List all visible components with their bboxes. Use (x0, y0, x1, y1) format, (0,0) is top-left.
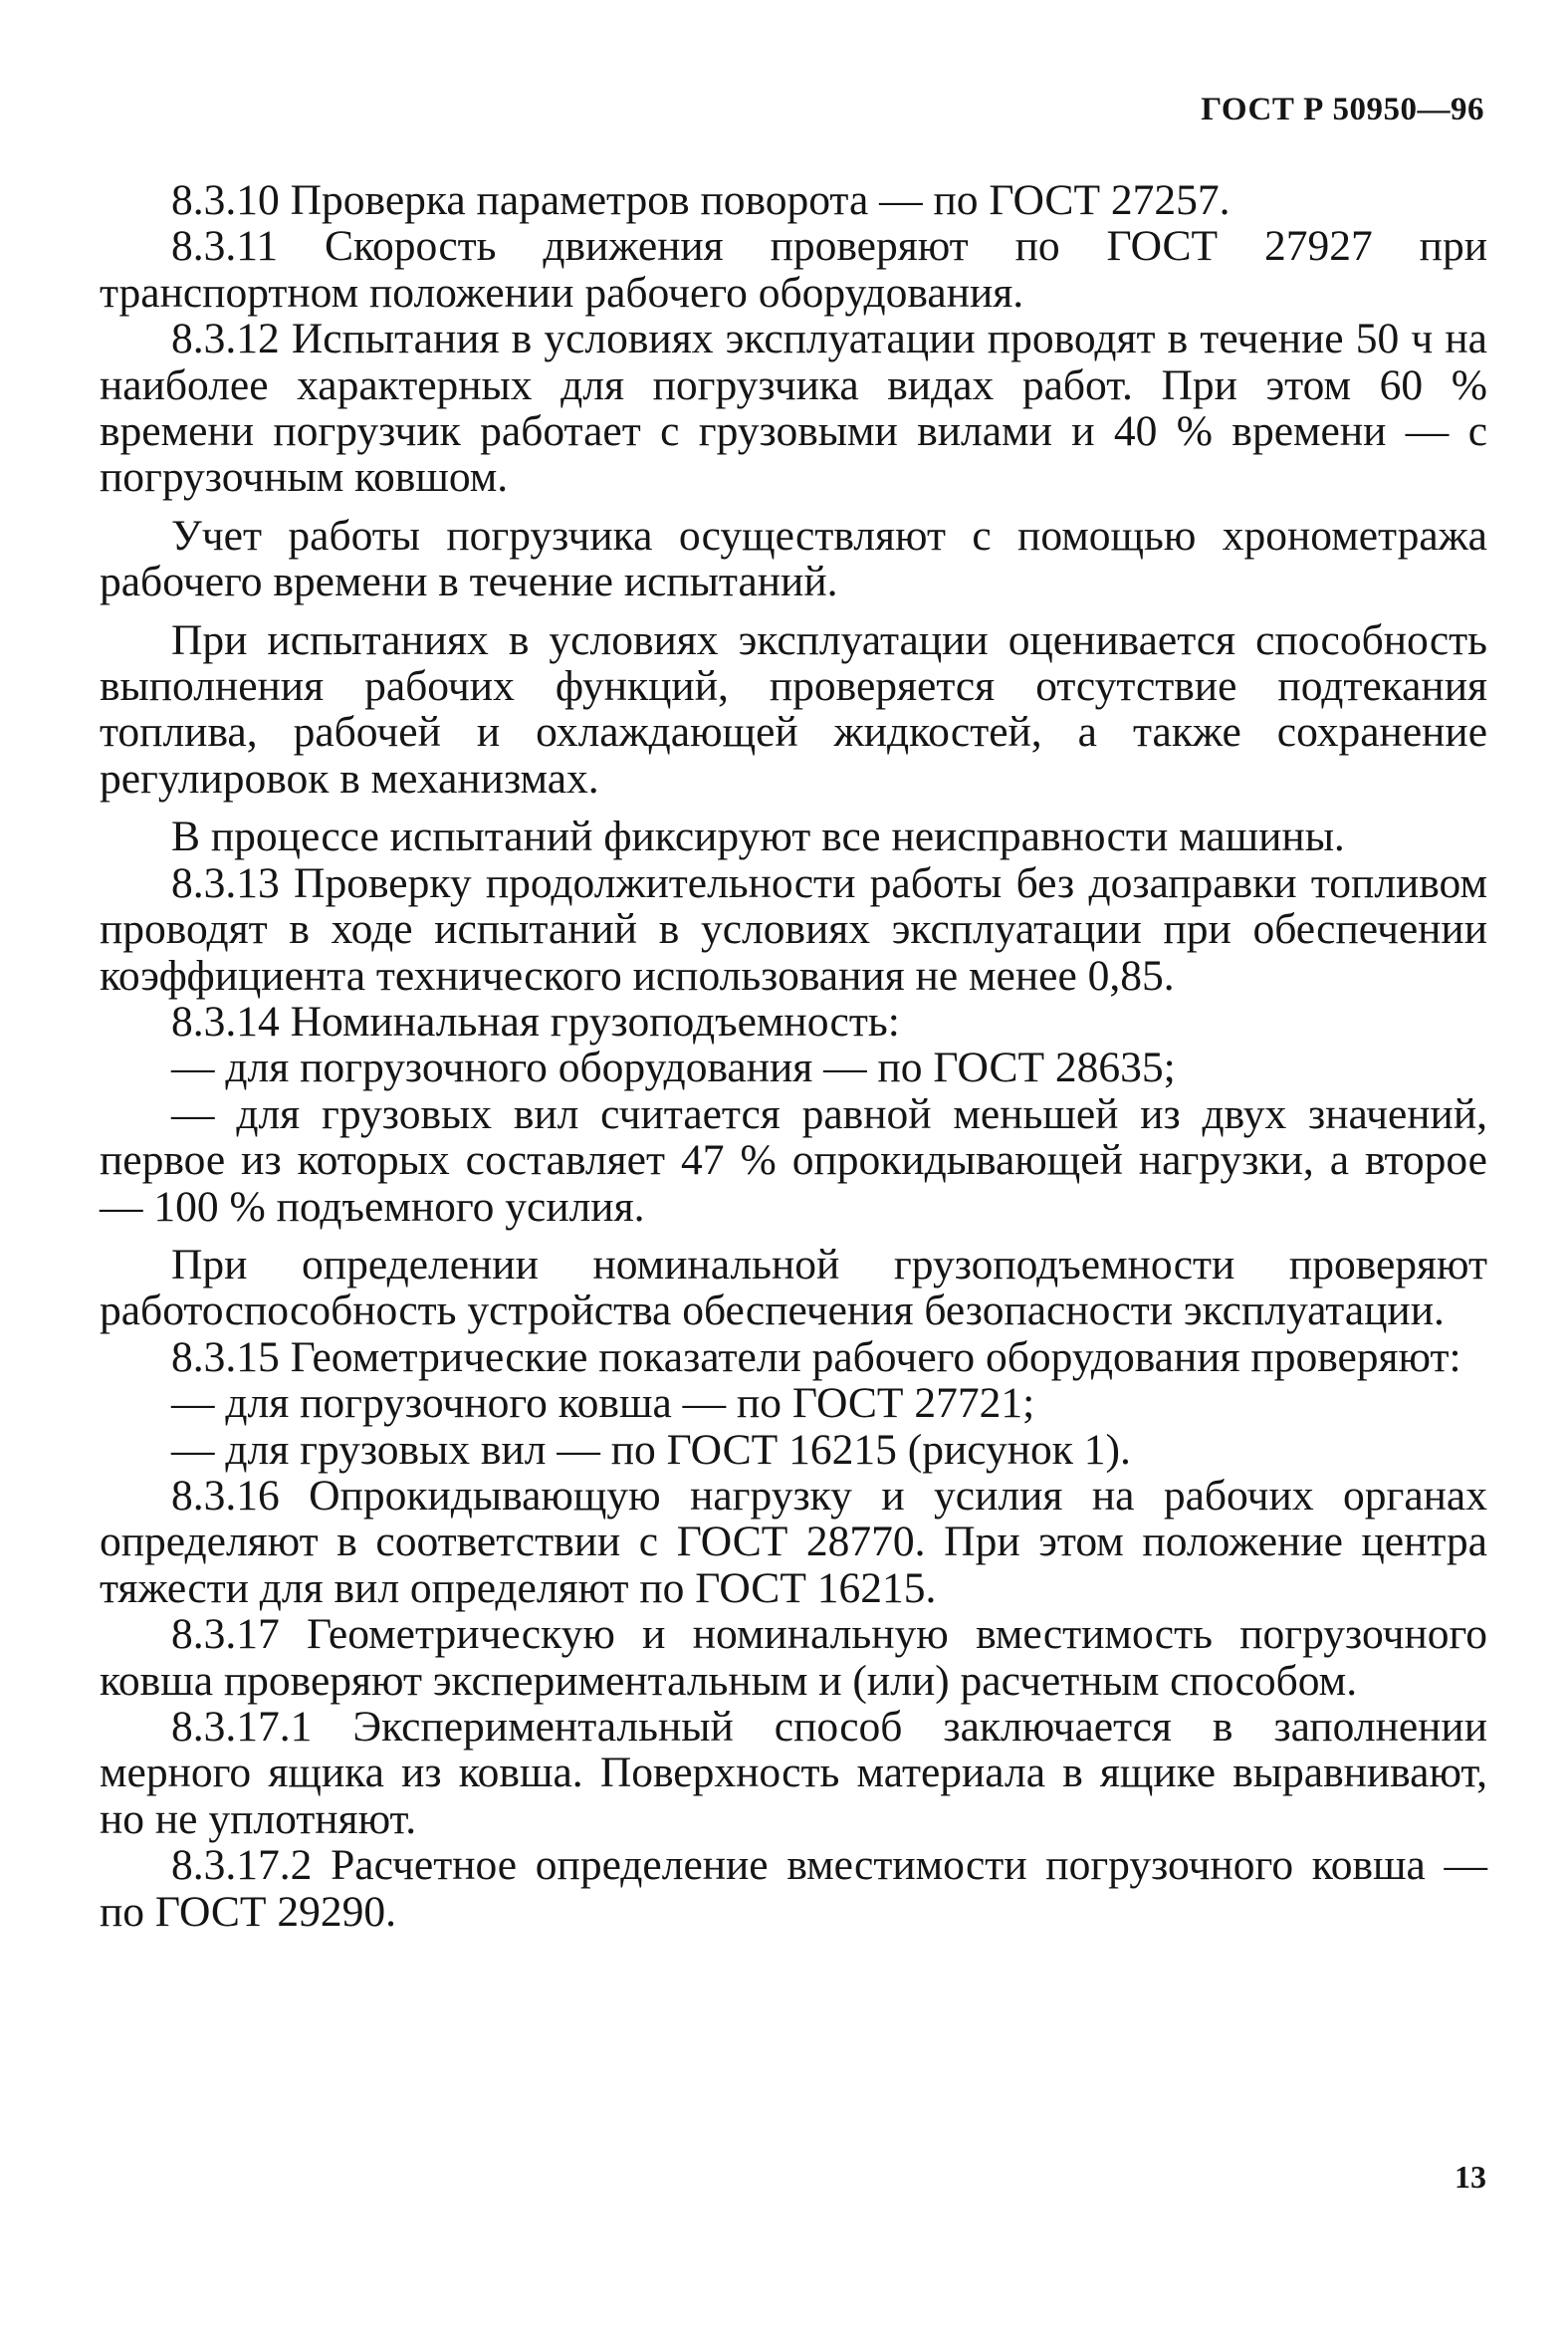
clause-8-3-17: 8.3.17 Геометрическую и номинальную вместимость погрузочного ковша проверяют экспериментальным и (или) расчетным способом. (100, 1610, 1487, 1705)
list-item-cargo-forks: — для грузовых вил считается равной меньшей из двух значений, первое из которых составляет 47 % опрокидывающей нагрузки, а второе — 100 % подъемного усилия. (100, 1089, 1487, 1231)
clause-8-3-16: 8.3.16 Опрокидывающую нагрузку и усилия на рабочих органах определяют в соответствии с ГОСТ 28770. При этом положение центра тяжести для вил определяют по ГОСТ 16215. (100, 1471, 1487, 1612)
clause-8-3-14: 8.3.14 Номинальная грузоподъемность: (171, 997, 900, 1046)
list-item-loading-bucket: — для погрузочного ковша — по ГОСТ 27721; (171, 1379, 1035, 1428)
body-text (100, 177, 1487, 1935)
clause-8-3-15: 8.3.15 Геометрические показатели рабочего оборудования проверяют: (171, 1332, 1461, 1381)
paragraph-faults-recording: В процессе испытаний фиксируют все неисправности машины. (171, 813, 1345, 861)
list-item-forks-geometry: — для грузовых вил — по ГОСТ 16215 (рисунок 1). (171, 1425, 1131, 1474)
paragraph-safety-device-check: При определении номинальной грузоподъемности проверяют работоспособность устройства обеспечения безопасности эксплуатации. (100, 1240, 1487, 1335)
clause-8-3-12: 8.3.12 Испытания в условиях эксплуатации проводят в течение 50 ч на наиболее характерных для погрузчика видах работ. При этом 60 % времени погрузчик работает с грузовыми вилами и 40 % времени — с погрузочным ковшом. (100, 315, 1487, 502)
paragraph-operational-assessment: При испытаниях в условиях эксплуатации оценивается способность выполнения рабочих функций, проверяется отсутствие подтекания топлива, рабочей и охлаждающей жидкостей, а также сохранение регулировок в механизмах. (100, 615, 1487, 803)
clause-8-3-17-2: 8.3.17.2 Расчетное определение вместимости погрузочного ковша — по ГОСТ 29290. (100, 1841, 1487, 1936)
paragraph-work-accounting: Учет работы погрузчика осуществляют с помощью хронометража рабочего времени в течение испытаний. (100, 511, 1487, 606)
clause-8-3-13: 8.3.13 Проверку продолжительности работы без дозаправки топливом проводят в ходе испытаний в условиях эксплуатации при обеспечении коэффициента технического использования не менее 0,85. (100, 858, 1487, 1000)
clause-8-3-17-1: 8.3.17.1 Экспериментальный способ заключается в заполнении мерного ящика из ковша. Поверхность материала в ящике выравнивают, но не уплотняют. (100, 1703, 1487, 1843)
clause-8-3-11: 8.3.11 Скорость движения проверяют по ГОСТ 27927 при транспортном положении рабочего оборудования. (100, 222, 1487, 317)
page-header-standard-code: ГОСТ Р 50950—96 (1201, 92, 1484, 127)
clause-8-3-10: 8.3.10 Проверка параметров поворота — по ГОСТ 27257. (171, 176, 1231, 224)
list-item-loading-equipment: — для погрузочного оборудования — по ГОСТ 28635; (171, 1044, 1176, 1092)
page-number: 13 (1455, 2159, 1486, 2195)
